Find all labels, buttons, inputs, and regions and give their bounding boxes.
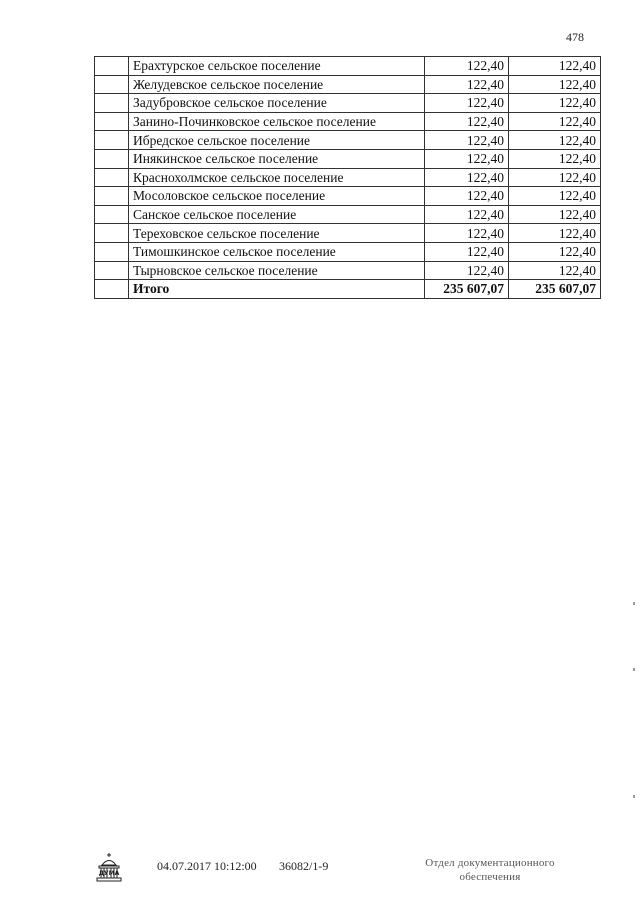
svg-text:ДУМА: ДУМА bbox=[98, 870, 120, 877]
value-cell-2: 122,40 bbox=[509, 205, 601, 224]
value-cell-1: 122,40 bbox=[425, 205, 509, 224]
row-index-cell bbox=[95, 224, 129, 243]
settlement-name-cell: Краснохолмское сельское поселение bbox=[129, 168, 425, 187]
table-row bbox=[95, 57, 601, 76]
settlement-name-cell: Тереховское сельское поселение bbox=[129, 224, 425, 243]
value-cell-1: 122,40 bbox=[425, 242, 509, 261]
value-cell-1: 122,40 bbox=[425, 112, 509, 131]
scan-edge-mark bbox=[633, 602, 635, 605]
row-index-cell bbox=[95, 131, 129, 150]
value-cell-1: 122,40 bbox=[425, 187, 509, 206]
value-cell-2: 122,40 bbox=[509, 224, 601, 243]
value-cell-2: 122,40 bbox=[509, 149, 601, 168]
row-index-cell bbox=[95, 168, 129, 187]
value-cell-2: 122,40 bbox=[509, 168, 601, 187]
settlement-name-cell: Ерахтурское сельское поселение bbox=[129, 57, 425, 76]
value-cell-2: 122,40 bbox=[509, 112, 601, 131]
table-body bbox=[95, 57, 601, 299]
row-index-cell bbox=[95, 94, 129, 113]
row-index-cell bbox=[95, 205, 129, 224]
table-row bbox=[95, 261, 601, 280]
page-number: 478 bbox=[566, 30, 584, 44]
table-row bbox=[95, 149, 601, 168]
table-row bbox=[95, 94, 601, 113]
table-row bbox=[95, 131, 601, 150]
department-stamp bbox=[420, 856, 560, 884]
settlement-name-cell: Ибредское сельское поселение bbox=[129, 131, 425, 150]
row-index-cell bbox=[95, 187, 129, 206]
settlement-name-cell: Мосоловское сельское поселение bbox=[129, 187, 425, 206]
value-cell-2: 122,40 bbox=[509, 75, 601, 94]
row-index-cell bbox=[95, 57, 129, 76]
value-cell-1: 122,40 bbox=[425, 75, 509, 94]
settlement-name-cell: Тырновское сельское поселение bbox=[129, 261, 425, 280]
total-value-cell-1: 235 607,07 bbox=[425, 280, 509, 299]
settlement-name-cell: Инякинское сельское поселение bbox=[129, 149, 425, 168]
settlement-name-cell: Задубровское сельское поселение bbox=[129, 94, 425, 113]
total-label-cell: Итого bbox=[129, 280, 425, 299]
total-row bbox=[95, 280, 601, 299]
stamp-line-2: обеспечения bbox=[459, 871, 521, 883]
settlement-name-cell: Занино-Починковское сельское поселение bbox=[129, 112, 425, 131]
row-index-cell bbox=[95, 261, 129, 280]
footer-doc-code: 36082/1-9 bbox=[279, 859, 329, 873]
row-index-cell bbox=[95, 280, 129, 299]
value-cell-2: 122,40 bbox=[509, 94, 601, 113]
footer-datetime: 04.07.2017 10:12:00 bbox=[157, 859, 257, 873]
table-row bbox=[95, 168, 601, 187]
value-cell-1: 122,40 bbox=[425, 224, 509, 243]
budget-table bbox=[94, 56, 601, 299]
table-row bbox=[95, 75, 601, 94]
scan-edge-mark bbox=[633, 795, 635, 798]
value-cell-2: 122,40 bbox=[509, 57, 601, 76]
settlement-name-cell: Санское сельское поселение bbox=[129, 205, 425, 224]
row-index-cell bbox=[95, 75, 129, 94]
value-cell-1: 122,40 bbox=[425, 131, 509, 150]
table-row bbox=[95, 205, 601, 224]
table-row bbox=[95, 224, 601, 243]
settlement-name-cell: Тимошкинское сельское поселение bbox=[129, 242, 425, 261]
table-row bbox=[95, 112, 601, 131]
row-index-cell bbox=[95, 112, 129, 131]
duma-logo-icon bbox=[94, 851, 124, 885]
row-index-cell bbox=[95, 149, 129, 168]
value-cell-2: 122,40 bbox=[509, 242, 601, 261]
scan-edge-mark bbox=[633, 668, 635, 671]
value-cell-1: 122,40 bbox=[425, 57, 509, 76]
value-cell-1: 122,40 bbox=[425, 149, 509, 168]
value-cell-1: 122,40 bbox=[425, 94, 509, 113]
value-cell-2: 122,40 bbox=[509, 131, 601, 150]
value-cell-1: 122,40 bbox=[425, 168, 509, 187]
value-cell-1: 122,40 bbox=[425, 261, 509, 280]
row-index-cell bbox=[95, 242, 129, 261]
table-row bbox=[95, 187, 601, 206]
settlement-name-cell: Желудевское сельское поселение bbox=[129, 75, 425, 94]
value-cell-2: 122,40 bbox=[509, 261, 601, 280]
stamp-line-1: Отдел документационного bbox=[425, 857, 555, 869]
table-row bbox=[95, 242, 601, 261]
total-value-cell-2: 235 607,07 bbox=[509, 280, 601, 299]
value-cell-2: 122,40 bbox=[509, 187, 601, 206]
